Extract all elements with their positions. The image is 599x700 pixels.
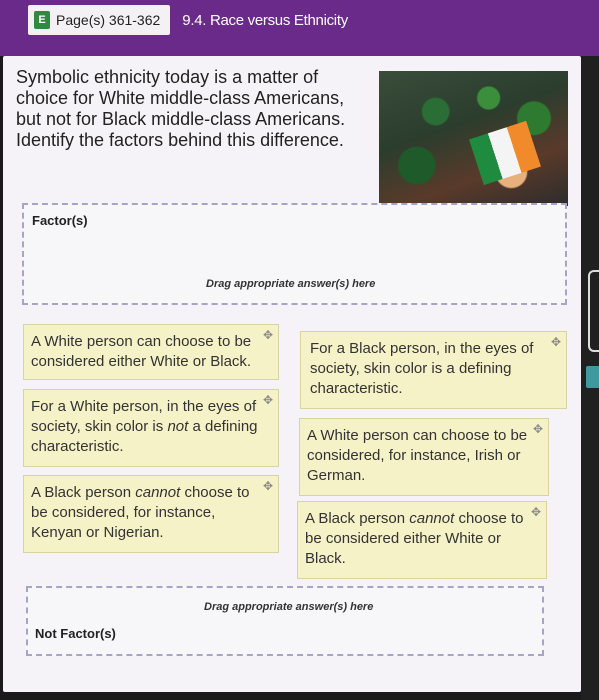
section-title: 9.4. Race versus Ethnicity — [182, 11, 348, 29]
move-icon: ✥ — [530, 505, 541, 519]
header-strip — [0, 40, 599, 56]
answer-card-white-skin-not-defining[interactable] — [23, 389, 279, 467]
irish-flag-image — [469, 121, 541, 185]
answer-card-white-irish-or-german[interactable] — [299, 418, 549, 496]
move-icon: ✥ — [262, 479, 273, 493]
answer-text-post: choose to be considered either White or Black. — [305, 510, 524, 567]
answer-card-black-cannot-kenyan-nigerian[interactable] — [23, 475, 279, 553]
side-tab[interactable] — [586, 366, 599, 388]
answer-text-pre: For a White person, in the eyes of society, skin color is — [31, 398, 257, 435]
answer-card-black-skin-defining[interactable] — [300, 331, 567, 409]
move-icon: ✥ — [262, 393, 273, 407]
not-factors-zone-label: Not Factor(s) — [35, 626, 116, 641]
ebook-icon: E — [34, 11, 50, 29]
move-icon: ✥ — [550, 335, 561, 349]
answer-text: A White person can choose to be considered, for instance, Irish or German. — [307, 427, 528, 484]
move-icon: ✥ — [532, 422, 543, 436]
answer-text-pre: A Black person — [31, 484, 136, 501]
answer-text: For a Black person, in the eyes of society, skin color is a defining characteristic. — [310, 340, 534, 397]
page-range-label: Page(s) 361-362 — [56, 12, 161, 28]
factors-zone-hint: Drag appropriate answer(s) here — [206, 278, 376, 290]
answer-text-post: choose to be considered, for instance, Kenyan or Nigerian. — [31, 484, 250, 541]
answer-text: A White person can choose to be considered either White or Black. — [31, 333, 252, 370]
factors-zone-label: Factor(s) — [32, 213, 88, 228]
answer-text-pre: A Black person — [305, 510, 410, 527]
parade-photo — [379, 71, 568, 206]
top-bar — [0, 0, 599, 40]
answer-text-emphasis: cannot — [409, 510, 455, 527]
answer-card-black-cannot-white-or-black[interactable] — [297, 501, 547, 579]
not-factors-drop-zone[interactable] — [26, 586, 544, 656]
answer-card-white-choose-white-or-black[interactable] — [23, 324, 279, 380]
side-handle-frame — [588, 270, 599, 352]
question-text: Symbolic ethnicity today is a matter of choice for White middle-class Americans, but not for Black middle-class Americans. Identify the factors behind this difference. — [16, 67, 346, 150]
answer-text-emphasis: cannot — [135, 484, 181, 501]
page-range-tab[interactable] — [28, 5, 170, 35]
move-icon: ✥ — [262, 328, 273, 342]
answer-text-emphasis: not — [167, 418, 189, 435]
answer-text-post: a defining characteristic. — [31, 418, 258, 455]
not-factors-zone-hint: Drag appropriate answer(s) here — [204, 601, 374, 613]
